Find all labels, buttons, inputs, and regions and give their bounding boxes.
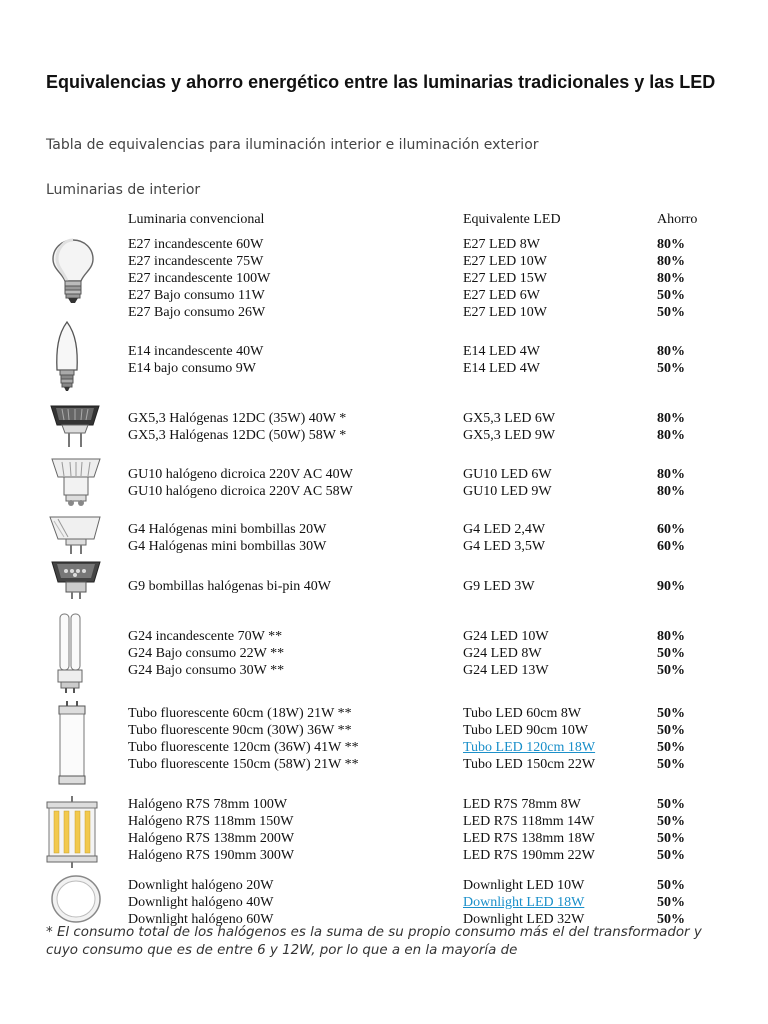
footnote: * El consumo total de los halógenos es la suma de su propio consumo más el del transformador y cuyo consumo que es de entre 6 y 12W, por lo que a en la mayoría de <box>46 925 702 958</box>
led-equivalent-cell: E14 LED 4W <box>463 361 540 376</box>
conventional-lamp-cell: Downlight halógeno 20W <box>128 878 274 893</box>
led-equivalent-cell: LED R7S 138mm 18W <box>463 831 595 846</box>
saving-percent-cell: 50% <box>657 912 685 927</box>
conventional-lamp-cell: G24 incandescente 70W ** <box>128 629 283 644</box>
led-equivalent-cell: G24 LED 8W <box>463 646 542 661</box>
led-equivalent-cell: E27 LED 8W <box>463 237 540 252</box>
page-title: Equivalencias y ahorro energético entre las luminarias tradicionales y las LED <box>46 72 716 92</box>
conventional-lamp-cell: E27 Bajo consumo 11W <box>128 288 265 303</box>
led-equivalent-cell: G4 LED 3,5W <box>463 539 546 554</box>
conventional-lamp-cell: Halógeno R7S 78mm 100W <box>128 797 288 812</box>
e14-candle-bulb-icon <box>52 320 82 392</box>
saving-percent-cell: 80% <box>657 237 685 252</box>
saving-percent-cell: 50% <box>657 288 685 303</box>
conventional-lamp-cell: Tubo fluorescente 60cm (18W) 21W ** <box>128 706 352 721</box>
saving-percent-cell: 80% <box>657 271 685 286</box>
conventional-lamp-cell: G4 Halógenas mini bombillas 20W <box>128 522 327 537</box>
conventional-lamp-cell: GX5,3 Halógenas 12DC (50W) 58W * <box>128 428 347 443</box>
fluorescent-tube-icon <box>55 700 89 788</box>
led-product-link[interactable]: Downlight LED 18W <box>463 895 585 910</box>
saving-percent-cell: 50% <box>657 757 685 772</box>
saving-percent-cell: 50% <box>657 848 685 863</box>
g9-bipin-icon <box>50 560 102 600</box>
g24-plug-lamp-icon <box>55 612 85 694</box>
led-equivalent-cell: LED R7S 118mm 14W <box>463 814 595 829</box>
led-equivalent-cell: E27 LED 15W <box>463 271 547 286</box>
conventional-lamp-cell: Downlight halógeno 60W <box>128 912 274 927</box>
conventional-lamp-cell: E27 incandescente 75W <box>128 254 264 269</box>
led-equivalent-cell: Tubo LED 150cm 22W <box>463 757 596 772</box>
saving-percent-cell: 90% <box>657 579 685 594</box>
led-equivalent-cell: Downlight LED 32W <box>463 912 585 927</box>
saving-percent-cell: 50% <box>657 878 685 893</box>
conventional-lamp-cell: GU10 halógeno dicroica 220V AC 40W <box>128 467 353 482</box>
led-equivalent-cell: Tubo LED 90cm 10W <box>463 723 589 738</box>
e27-bulb-icon <box>50 238 96 304</box>
gu10-dichroic-icon <box>50 457 102 509</box>
saving-percent-cell: 50% <box>657 723 685 738</box>
saving-percent-cell: 80% <box>657 484 685 499</box>
conventional-lamp-cell: E27 incandescente 60W <box>128 237 264 252</box>
saving-percent-cell: 80% <box>657 411 685 426</box>
conventional-lamp-cell: G24 Bajo consumo 30W ** <box>128 663 285 678</box>
page-subtitle: Tabla de equivalencias para iluminación interior e iluminación exterior <box>46 137 539 153</box>
header-conventional: Luminaria convencional <box>128 212 265 227</box>
conventional-lamp-cell: Halógeno R7S 118mm 150W <box>128 814 294 829</box>
led-equivalent-cell: G24 LED 10W <box>463 629 549 644</box>
led-equivalent-cell: LED R7S 190mm 22W <box>463 848 595 863</box>
saving-percent-cell: 50% <box>657 663 685 678</box>
saving-percent-cell: 50% <box>657 831 685 846</box>
conventional-lamp-cell: GU10 halógeno dicroica 220V AC 58W <box>128 484 353 499</box>
conventional-lamp-cell: GX5,3 Halógenas 12DC (35W) 40W * <box>128 411 347 426</box>
led-equivalent-cell: Tubo LED 60cm 8W <box>463 706 582 721</box>
led-equivalent-cell: GX5,3 LED 9W <box>463 428 556 443</box>
led-equivalent-cell: GU10 LED 6W <box>463 467 552 482</box>
led-equivalent-cell: Downlight LED 10W <box>463 878 585 893</box>
saving-percent-cell: 80% <box>657 428 685 443</box>
conventional-lamp-cell: Downlight halógeno 40W <box>128 895 274 910</box>
conventional-lamp-cell: E27 incandescente 100W <box>128 271 271 286</box>
conventional-lamp-cell: E14 bajo consumo 9W <box>128 361 256 376</box>
conventional-lamp-cell: E14 incandescente 40W <box>128 344 264 359</box>
conventional-lamp-cell: Halógeno R7S 190mm 300W <box>128 848 295 863</box>
saving-percent-cell: 60% <box>657 522 685 537</box>
led-equivalent-cell: GU10 LED 9W <box>463 484 552 499</box>
saving-percent-cell: 80% <box>657 254 685 269</box>
saving-percent-cell: 50% <box>657 797 685 812</box>
led-equivalent-cell: E27 LED 10W <box>463 254 547 269</box>
saving-percent-cell: 50% <box>657 646 685 661</box>
r7s-halogen-icon <box>45 796 99 868</box>
downlight-icon <box>50 874 102 924</box>
led-equivalent-cell: LED R7S 78mm 8W <box>463 797 581 812</box>
g4-mini-bulb-icon <box>48 515 102 555</box>
conventional-lamp-cell: G4 Halógenas mini bombillas 30W <box>128 539 327 554</box>
conventional-lamp-cell: Tubo fluorescente 90cm (30W) 36W ** <box>128 723 352 738</box>
header-led: Equivalente LED <box>463 212 561 227</box>
led-equivalent-cell: E14 LED 4W <box>463 344 540 359</box>
conventional-lamp-cell: G24 Bajo consumo 22W ** <box>128 646 285 661</box>
led-equivalent-cell: G24 LED 13W <box>463 663 549 678</box>
led-equivalent-cell: E27 LED 10W <box>463 305 547 320</box>
conventional-lamp-cell: Tubo fluorescente 120cm (36W) 41W ** <box>128 740 359 755</box>
led-equivalent-cell: G9 LED 3W <box>463 579 535 594</box>
saving-percent-cell: 80% <box>657 629 685 644</box>
conventional-lamp-cell: Tubo fluorescente 150cm (58W) 21W ** <box>128 757 359 772</box>
section-heading: Luminarias de interior <box>46 182 201 198</box>
saving-percent-cell: 50% <box>657 706 685 721</box>
saving-percent-cell: 50% <box>657 740 685 755</box>
header-saving: Ahorro <box>657 212 698 227</box>
conventional-lamp-cell: G9 bombillas halógenas bi-pin 40W <box>128 579 331 594</box>
saving-percent-cell: 80% <box>657 467 685 482</box>
saving-percent-cell: 50% <box>657 814 685 829</box>
saving-percent-cell: 60% <box>657 539 685 554</box>
saving-percent-cell: 50% <box>657 305 685 320</box>
saving-percent-cell: 50% <box>657 361 685 376</box>
led-equivalent-cell: GX5,3 LED 6W <box>463 411 556 426</box>
led-product-link[interactable]: Tubo LED 120cm 18W <box>463 740 596 755</box>
conventional-lamp-cell: Halógeno R7S 138mm 200W <box>128 831 295 846</box>
saving-percent-cell: 50% <box>657 895 685 910</box>
saving-percent-cell: 80% <box>657 344 685 359</box>
conventional-lamp-cell: E27 Bajo consumo 26W <box>128 305 266 320</box>
led-equivalent-cell: E27 LED 6W <box>463 288 540 303</box>
gx53-halogen-icon <box>48 403 102 449</box>
led-equivalent-cell: G4 LED 2,4W <box>463 522 546 537</box>
